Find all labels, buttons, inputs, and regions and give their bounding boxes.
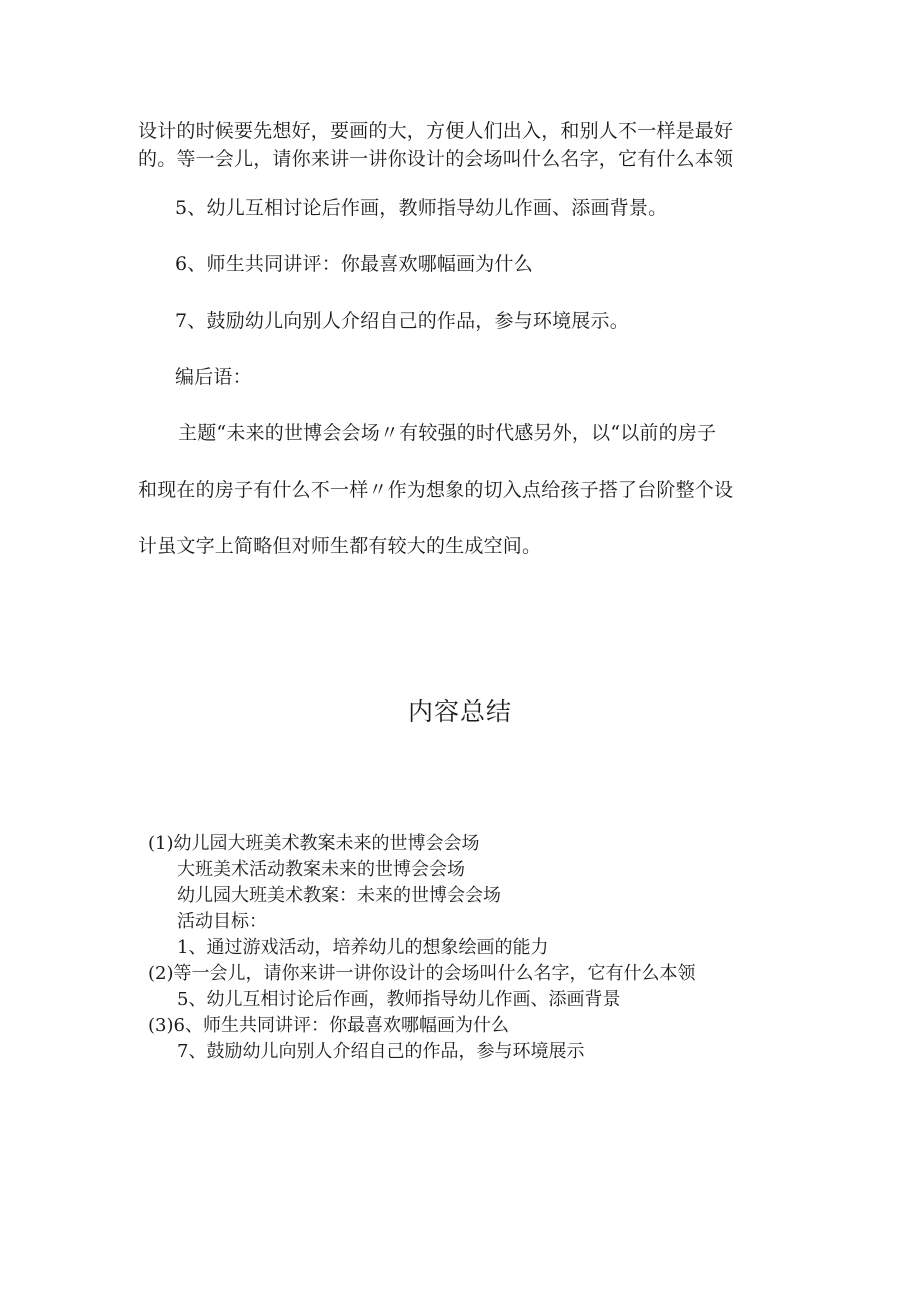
afterword-line-1: 主题“未来的世博会会场〃有较强的时代感另外，以“以前的房子 <box>178 422 717 444</box>
summary-item: (2)等一会儿，请你来讲一讲你设计的会场叫什么名字，它有什么本领 <box>148 963 696 984</box>
summary-item: 大班美术活动教案未来的世博会会场 <box>177 859 465 880</box>
summary-title: 内容总结 <box>407 697 512 726</box>
summary-item: 活动目标： <box>177 911 267 932</box>
step-7: 7、鼓励幼儿向别人介绍自己的作品，参与环境展示。 <box>175 310 629 332</box>
body-line-2: 的。等一会儿，请你来讲一讲你设计的会场叫什么名字，它有什么本领 <box>138 148 734 170</box>
afterword-line-3: 计虽文字上简略但对师生都有较大的生成空间。 <box>138 535 542 557</box>
summary-item: 幼儿园大班美术教案：未来的世博会会场 <box>177 885 501 906</box>
afterword-label: 编后语： <box>175 366 252 388</box>
body-line-1: 设计的时候要先想好，要画的大，方便人们出入，和别人不一样是最好 <box>138 120 734 142</box>
summary-item: 1、通过游戏活动，培养幼儿的想象绘画的能力 <box>177 937 549 958</box>
summary-item: (3)6、师生共同讲评：你最喜欢哪幅画为什么 <box>148 1015 509 1036</box>
summary-item: (1)幼儿园大班美术教案未来的世博会会场 <box>148 833 480 854</box>
afterword-line-2: 和现在的房子有什么不一样〃作为想象的切入点给孩子搭了台阶整个设 <box>138 479 734 501</box>
step-6: 6、师生共同讲评：你最喜欢哪幅画为什么 <box>175 253 533 275</box>
summary-item: 5、幼儿互相讨论后作画，教师指导幼儿作画、添画背景 <box>177 989 621 1010</box>
step-5: 5、幼儿互相讨论后作画，教师指导幼儿作画、添画背景。 <box>175 197 668 219</box>
summary-item: 7、鼓励幼儿向别人介绍自己的作品，参与环境展示 <box>177 1041 585 1062</box>
